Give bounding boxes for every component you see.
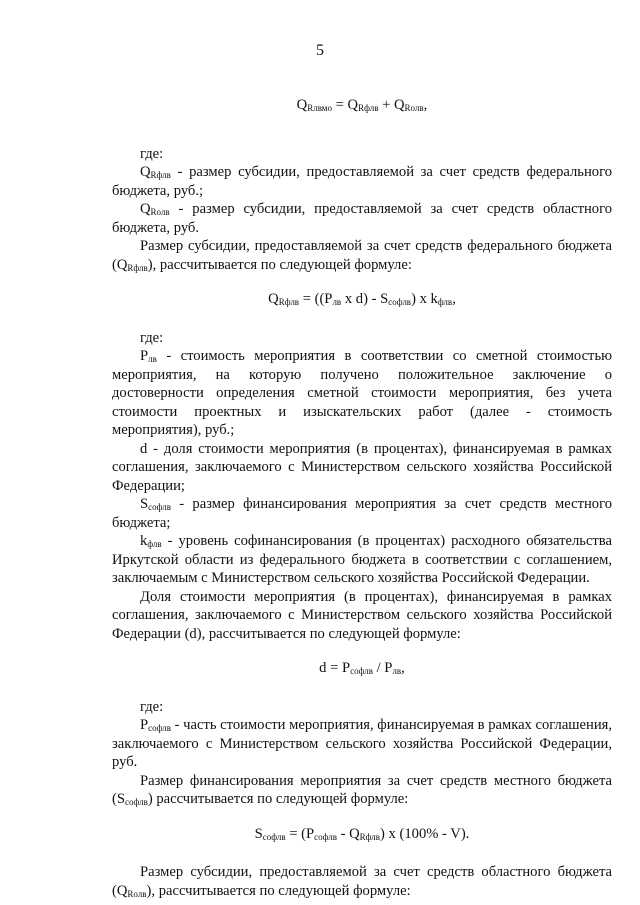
definition-q-rolv: $Q_{Rолв}$ - размер субсидии, предоставляемой за счет средств областного бюджета, руб. (112, 201, 612, 236)
formula-s-soflv: $S_{софлв} = (P_{софлв} - Q_{Rфлв})$ x (100% - V). (254, 825, 470, 842)
paragraph-federal-subsidy: Размер субсидии, предоставляемой за счет средств федерального бюджета $(Q_{Rфлв})$, рассчитывается по следующей формуле: (112, 238, 612, 273)
definition-p-soflv: $P_{софлв}$ - часть стоимости мероприятия, финансируемая в рамках соглашения, заключаемого с Министерством сельского хозяйства Российской Федерации, руб. (112, 717, 612, 770)
definition-k-flv: $k_{флв}$ - уровень софинансирования (в процентах) расходного обязательства Иркутской области из федерального бюджета в соответствии с соглашением, заключаемым с Министерством сельского хозяйства Российской Федерации. (112, 533, 612, 586)
paragraph-regional-subsidy: Размер субсидии, предоставляемой за счет средств областного бюджета $(Q_{Rолв})$, рассчитывается по следующей формуле: (112, 864, 612, 899)
formula-q-rflv: $Q_{Rфлв} = ((P_{лв}$ x $d) - S_{софлв}$) x $k_{флв}$, (268, 291, 456, 307)
definition-p-lv: $P_{лв}$ - стоимость мероприятия в соответствии со сметной стоимостью мероприятия, на которую получено положительное заключение о достоверности определения сметной стоимости мероприятия, без учета стоимости проектных и изыскательских работ (далее - стоимость мероприятия), руб.; (112, 348, 612, 438)
definition-q-rflv: $Q_{Rфлв}$ - размер субсидии, предоставляемой за счет средств федерального бюджета, руб.; (112, 164, 612, 199)
where-label: где: (140, 329, 164, 346)
paragraph-share-d: Доля стоимости мероприятия (в процентах), финансируемая в рамках соглашения, заключаемого с Министерством сельского хозяйства Российской Федерации (d), рассчитывается по следующей формуле: (112, 588, 612, 642)
page-number: 5 (316, 42, 324, 59)
where-label: где: (140, 145, 164, 162)
definition-s-soflv: $S_{софлв}$ - размер финансирования мероприятия за счет средств местного бюджета; (112, 496, 612, 531)
paragraph-local-budget: Размер финансирования мероприятия за счет средств местного бюджета $(S_{софлв})$ рассчитывается по следующей формуле: (112, 772, 612, 807)
formula-q-rlvmo: $Q_{Rлвмо} = Q_{Rфлв} + Q_{Rолв}$, (296, 97, 428, 113)
document-body (112, 96, 612, 900)
definition-d: d - доля стоимости мероприятия (в процентах), финансируемая в рамках соглашения, заключаемого с Министерством сельского хозяйства Российской Федерации; (112, 440, 612, 494)
formula-d: $d = P_{софлв} / P_{лв}$, (319, 660, 405, 676)
where-label: где: (140, 698, 164, 715)
